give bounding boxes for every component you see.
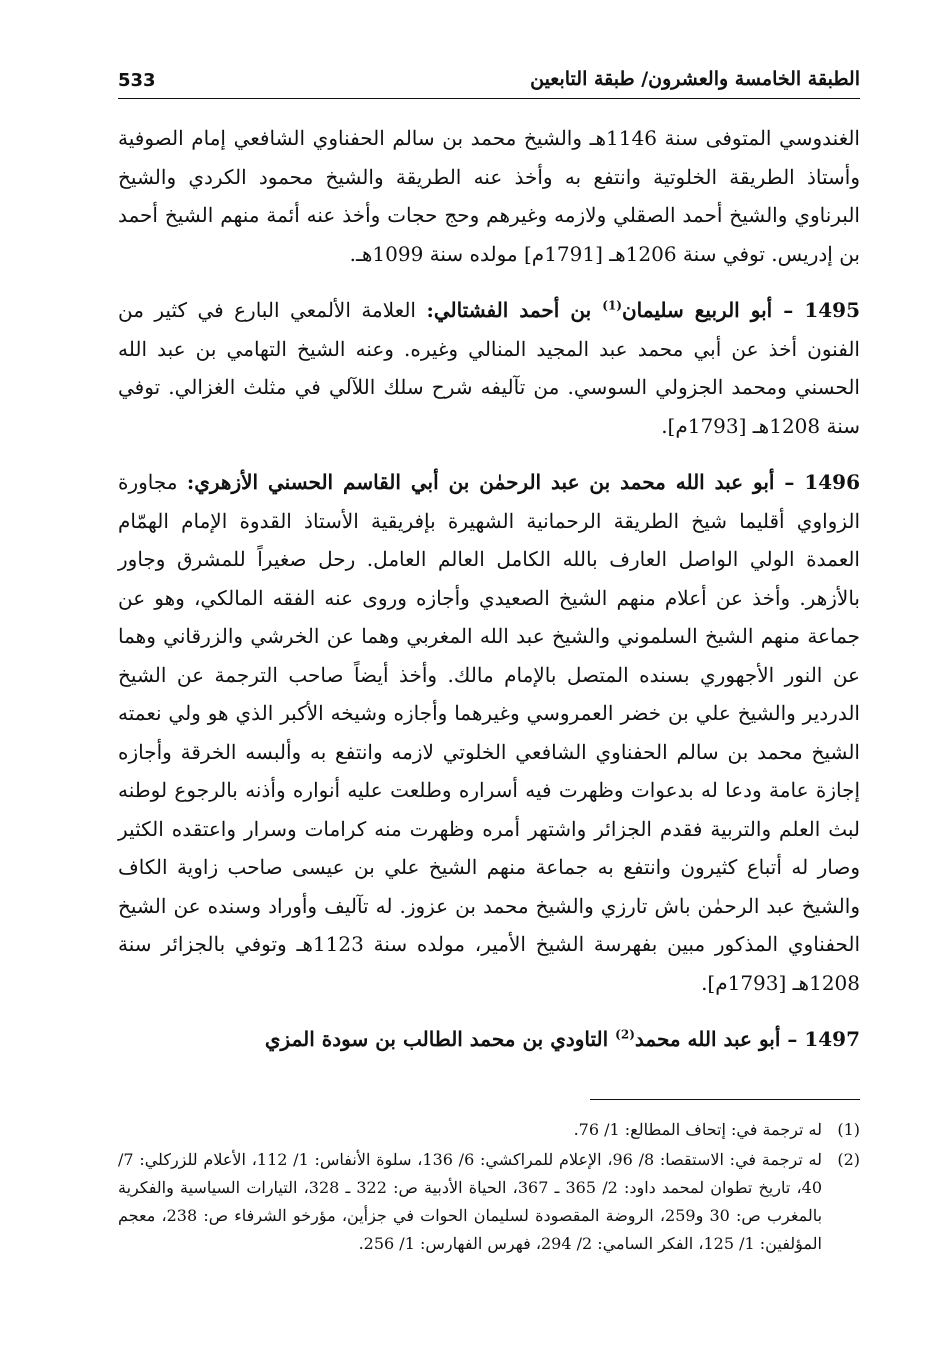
running-head: الطبقة الخامسة والعشرون/ طبقة التابعين [530,68,860,90]
footnote [118,1146,860,1258]
footnotes [118,1116,860,1258]
entry-heading [265,1027,860,1051]
entry-heading-rest: بن أحمد الفشتالي: [426,298,603,322]
paragraph-text: الغندوسي المتوفى سنة 1146هـ والشيخ محمد بن سالم الحفناوي الشافعي إمام الصوفية وأستاذ الطريقة الخلوتية وانتفع به وأخذ عنه الطريقة والشيخ محمود الكردي والشيخ البرناوي والشيخ أحمد الصقلي ولازمه وغيرهم وحج حجات وأخذ عنه أئمة منهم الشيخ أحمد بن إدريس. توفي سنة 1206هـ [1791م] مولده سنة 1099هـ. [118,126,860,266]
page-header [118,62,860,99]
entry-1496 [118,463,860,1002]
footnote-text: له ترجمة في: الاستقصا: 8/ 96، الإعلام للمراكشي: 6/ 136، سلوة الأنفاس: 1/ 112، الأعلام للزركلي: 7/ 40، تاريخ تطوان لمحمد داود: 2/ 365 ـ 367، الحياة الأدبية ص: 322 ـ 328، التيارات السياسية والفكرية بالمغرب ص: 30 و259، الروضة المقصودة لسليمان الحوات في جزأين، مؤرخو الشرفاء ص: 238، معجم المؤلفين: 1/ 125، الفكر السامي: 2/ 294، فهرس الفهارس: 1/ 256. [118,1149,823,1253]
entry-text: العلامة الألمعي البارع في كثير من الفنون أخذ عن أبي محمد عبد المجيد المنالي وغيره. وعنه الشيخ التهامي بن عبد الله الحسني ومحمد الجزولي السوسي. من تآليفه شرح سلك اللآلي في مثلث الغزالي. توفي سنة 1208هـ [1793م]. [118,298,860,438]
footnote-divider [590,1099,860,1100]
entry-heading: 1496 – أبو عبد الله محمد بن عبد الرحمٰن بن أبي القاسم الحسني الأزهري: [186,470,860,494]
entry-heading-name: 1495 – أبو الربيع سليمان [621,298,860,322]
entry-1497 [118,1020,860,1059]
book-page [118,62,860,1322]
footnote-number: (2) [837,1149,860,1169]
paragraph-continuation [118,119,860,273]
entry-text: مجاورة الزواوي أقليما شيخ الطريقة الرحمانية الشهيرة بإفريقية الأستاذ القدوة الإمام الهمّام العمدة الولي الواصل العارف بالله الكامل العالم العامل. رحل صغيراً للمشرق وجاور بالأزهر. وأخذ عن أعلام منهم الشيخ الصعيدي وأجازه وروى عنه الفقه المالكي، وهو عن جماعة منهم الشيخ السلموني والشيخ عبد الله المغربي وهما عن الخرشي والزرقاني وهما عن النور الأجهوري بسنده المتصل بالإمام مالك. وأخذ أيضاً صاحب الترجمة عن الشيخ الدردير والشيخ علي بن خضر العمروسي وغيرهما وأجازه وشيخه الأكبر الذي هو ولي نعمته الشيخ محمد بن سالم الحفناوي الشافعي الخلوتي لازمه وانتفع به وألبسه الخرقة وأجازه إجازة عامة ودعا له بدعوات وظهرت فيه أسراره وطلعت عليه أنواره وأذنه بالرجوع لوطنه لبث العلم والتربية فقدم الجزائر واشتهر أمره وظهرت منه كرامات وسرار واعتقده الكثير وصار له أتباع كثيرون وانتفع به جماعة منهم الشيخ علي بن عيسى صاحب زاوية الكاف والشيخ عبد الرحمٰن باش تارزي والشيخ محمد بن عزوز. له تآليف وأوراد وسنده عن الشيخ الحفناوي المذكور مبين بفهرسة الشيخ الأمير، مولده سنة 1123هـ وتوفي بالجزائر سنة 1208هـ [1793م]. [118,470,861,995]
footnote-ref[interactable]: (2) [615,1027,635,1042]
footnote-ref[interactable]: (1) [602,298,622,313]
footnote [118,1116,860,1144]
entry-heading-name: 1497 – أبو عبد الله محمد [634,1027,860,1051]
body-text [118,119,860,1059]
entry-1495 [118,291,860,445]
footnote-text: له ترجمة في: إتحاف المطالع: 1/ 76. [573,1119,822,1139]
footnote-number: (1) [837,1119,860,1139]
entry-heading-rest: التاودي بن محمد الطالب بن سودة المزي [264,1027,616,1051]
page-number: 533 [118,70,156,91]
entry-heading [426,298,860,322]
